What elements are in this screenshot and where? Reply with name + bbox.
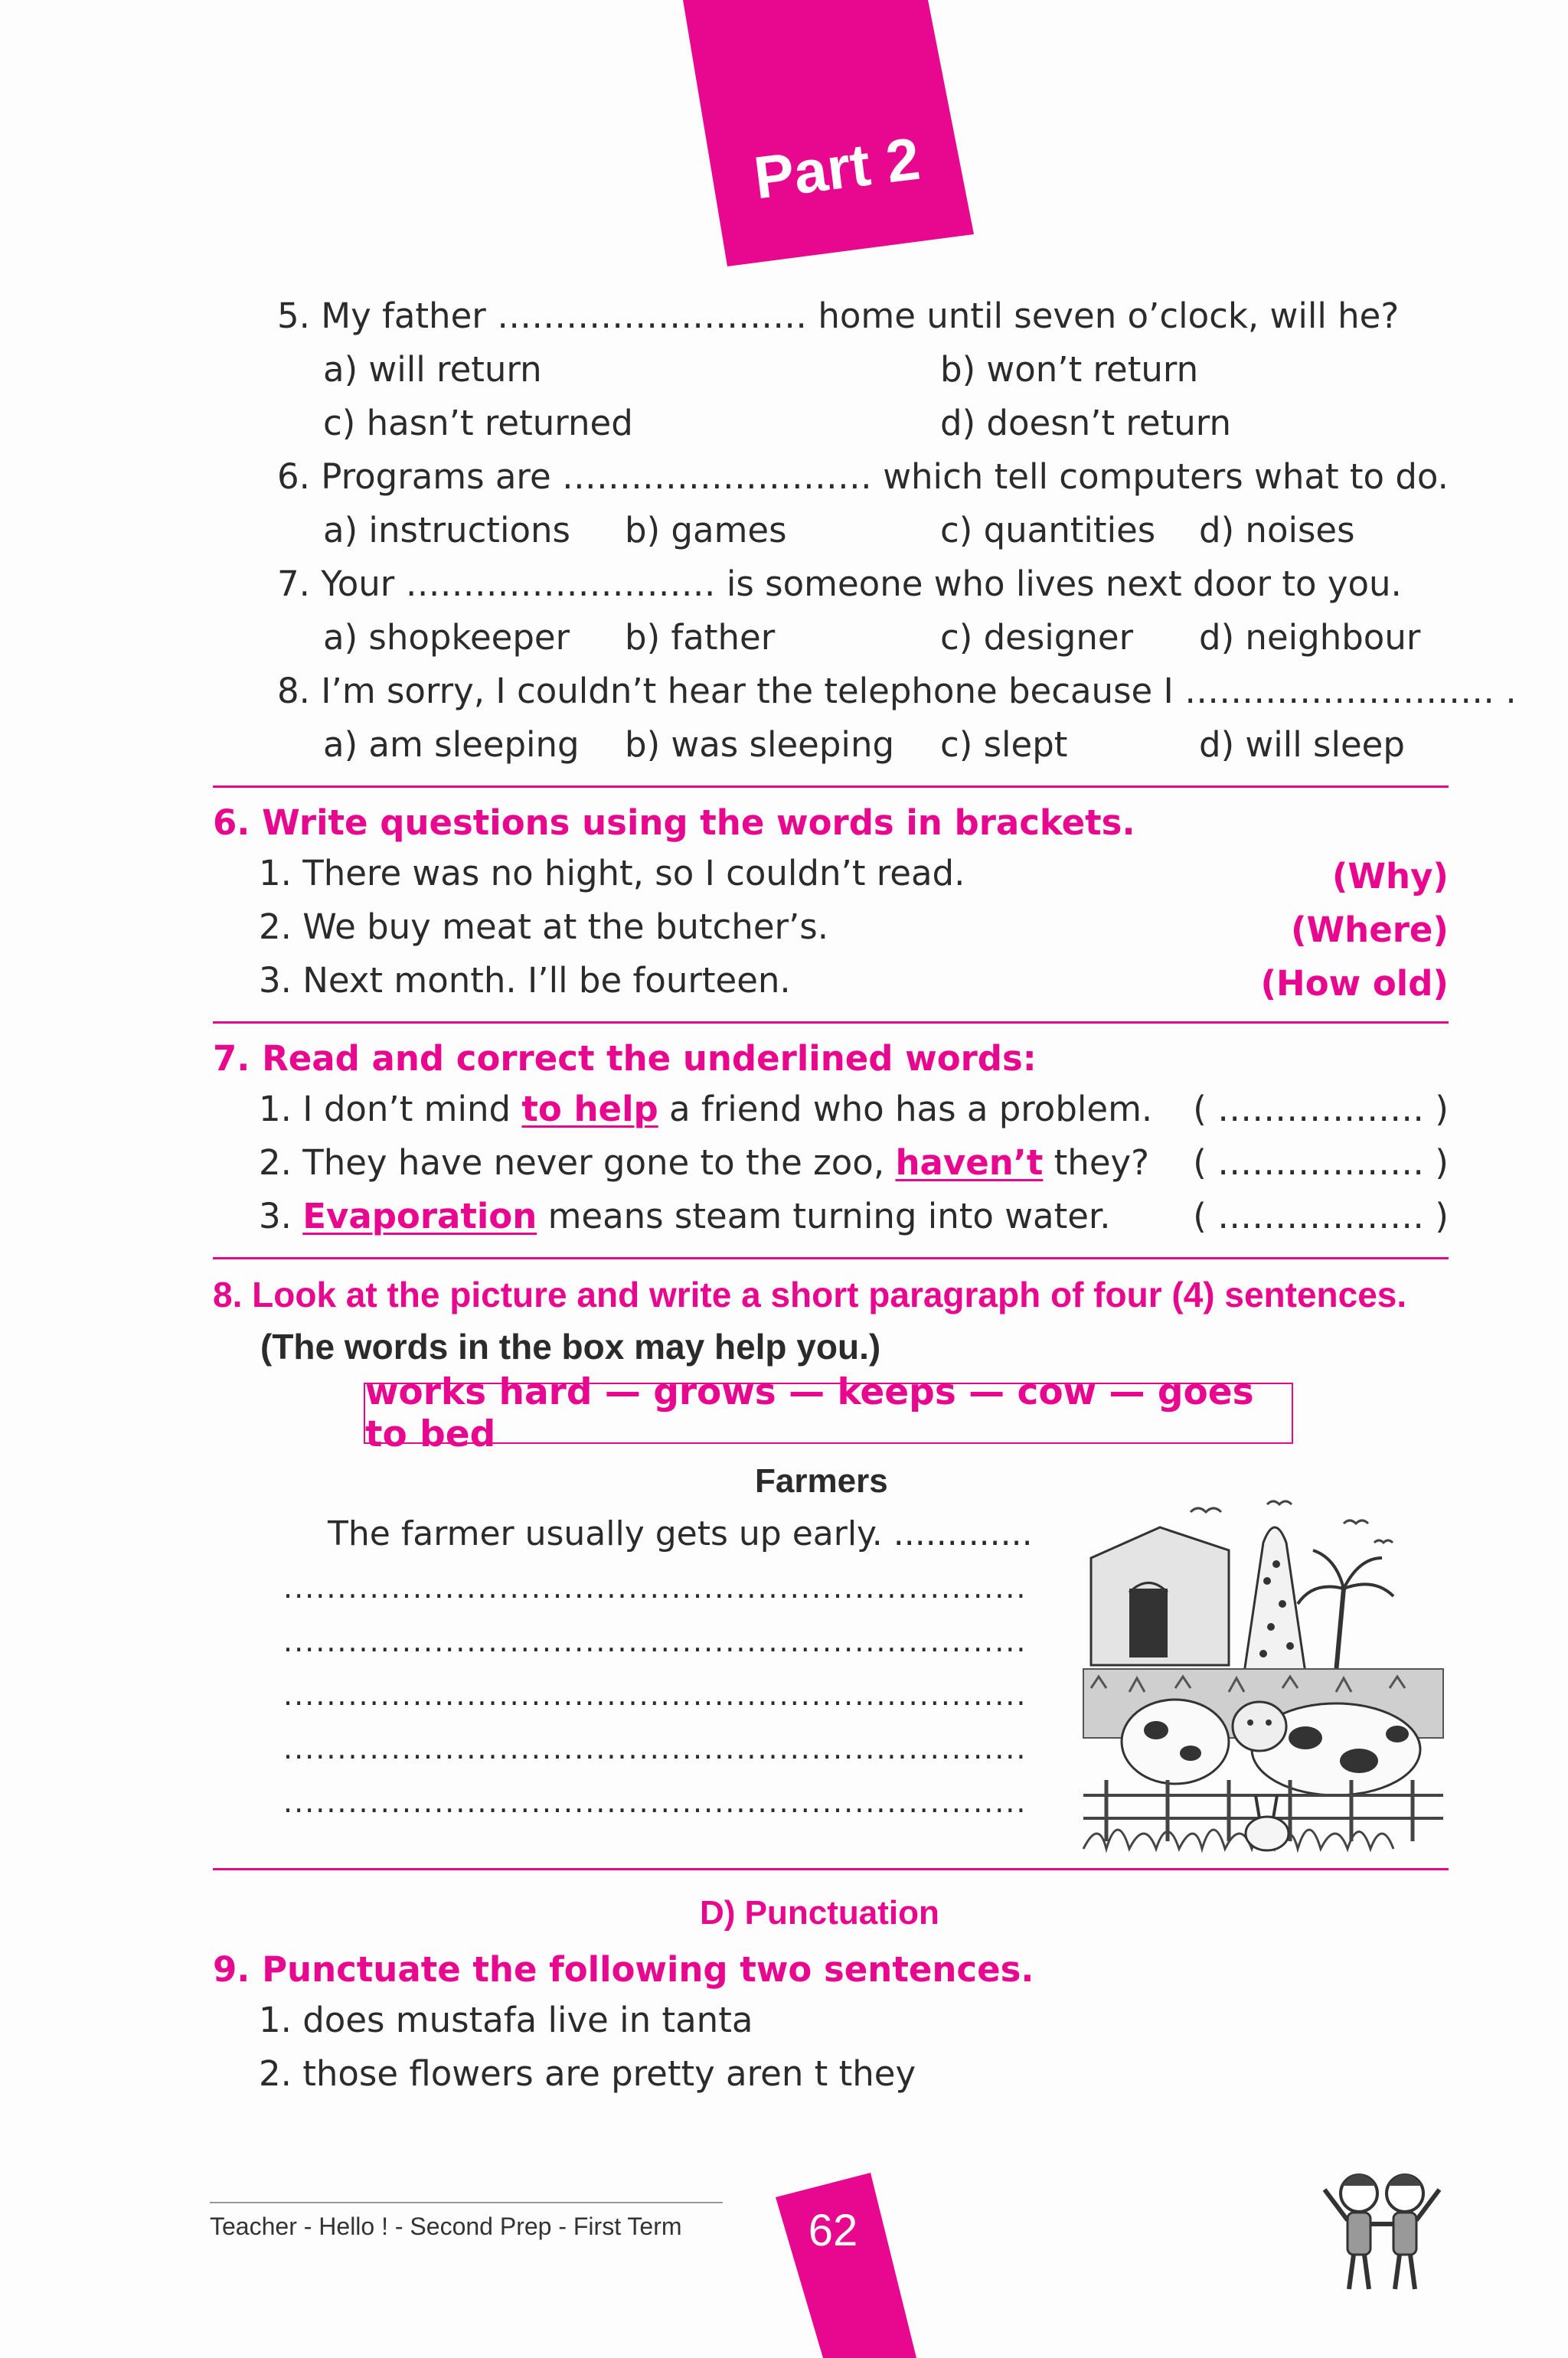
question-5-stem: 5. My father ……………………… home until seven o’clock, will he?: [277, 296, 1400, 336]
answer-blank: ( ……………… ): [1193, 1142, 1449, 1183]
section-7-item: [259, 1196, 1111, 1236]
question-6-option-b: b) games: [625, 510, 787, 550]
question-8-option-d: d) will sleep: [1199, 724, 1405, 765]
section-7-item-pre: 2. They have never gone to the zoo,: [259, 1142, 896, 1183]
question-7-option-c: c) designer: [940, 617, 1134, 658]
question-5-option-a: a) will return: [323, 349, 542, 390]
section-8-heading: 8. Look at the picture and write a short paragraph of four (4) sentences.: [213, 1275, 1407, 1315]
question-5-option-d: d) doesn’t return: [940, 403, 1232, 443]
section-9-item: 1. does mustafa live in tanta: [259, 2000, 753, 2040]
question-8-option-c: c) slept: [940, 724, 1068, 765]
section-6-heading: 6. Write questions using the words in brackets.: [213, 802, 1135, 843]
section-6-item: 1. There was no hight, so I couldn’t read.: [259, 853, 965, 893]
question-8-option-b: b) was sleeping: [625, 724, 895, 765]
writing-line: .....................................................................: [283, 1732, 1027, 1765]
section-d-title: D) Punctuation: [700, 1894, 939, 1932]
section-7-item-post: they?: [1043, 1142, 1150, 1183]
section-6-hint: (Where): [1290, 910, 1449, 950]
question-6-option-c: c) quantities: [940, 510, 1156, 550]
section-9-heading: 9. Punctuate the following two sentences.: [213, 1949, 1034, 1990]
page-number-badge: [769, 2173, 923, 2358]
answer-blank: ( ……………… ): [1193, 1196, 1449, 1236]
question-7-option-d: d) neighbour: [1199, 617, 1421, 658]
question-8-option-a: a) am sleeping: [323, 724, 580, 765]
word-box: works hard — grows — keeps — cow — goes to bed: [364, 1383, 1293, 1444]
underlined-word: to help: [521, 1089, 658, 1129]
writing-line: .....................................................................: [283, 1785, 1027, 1819]
section-6-item: 3. Next month. I’ll be fourteen.: [259, 960, 791, 1001]
divider: [213, 785, 1449, 788]
section-6-item: 2. We buy meat at the butcher’s.: [259, 906, 829, 947]
question-6-option-a: a) instructions: [323, 510, 570, 550]
section-9-item: 2. those flowers are pretty aren t they: [259, 2053, 916, 2094]
section-7-item-pre: 1. I don’t mind: [259, 1089, 522, 1129]
farm-scene-illustration: [1076, 1497, 1451, 1857]
section-7-item-post: means steam turning into water.: [537, 1196, 1111, 1236]
writing-line: .....................................................................: [283, 1571, 1027, 1605]
divider: [213, 1868, 1449, 1870]
section-7-item-post: a friend who has a problem.: [658, 1089, 1153, 1129]
question-7-option-a: a) shopkeeper: [323, 617, 570, 658]
page-number: 62: [808, 2206, 858, 2255]
section-7-item: [259, 1142, 1150, 1183]
answer-blank: ( ……………… ): [1193, 1089, 1449, 1129]
divider: [213, 1021, 1449, 1024]
writing-line: .....................................................................: [283, 1678, 1027, 1712]
section-7-item-pre: 3.: [259, 1196, 303, 1236]
question-7-option-b: b) father: [625, 617, 776, 658]
divider: [213, 1257, 1449, 1259]
underlined-word: haven’t: [895, 1142, 1044, 1183]
part-label: Part 2: [750, 124, 924, 212]
section-6-hint: (Why): [1331, 856, 1449, 896]
footer-book-title: Teacher - Hello ! - Second Prep - First Term: [210, 2213, 682, 2240]
question-7-stem: 7. Your ……………………… is someone who lives next door to you.: [277, 563, 1402, 604]
underlined-word: Evaporation: [302, 1196, 537, 1236]
section-8-subheading: (The words in the box may help you.): [260, 1327, 881, 1367]
question-6-option-d: d) noises: [1199, 510, 1355, 550]
writing-line: .....................................................................: [283, 1625, 1027, 1658]
section-7-heading: 7. Read and correct the underlined words:: [213, 1038, 1037, 1079]
paragraph-first-line: The farmer usually gets up early. .............: [328, 1514, 1033, 1553]
question-5-option-b: b) won’t return: [940, 349, 1199, 390]
question-6-stem: 6. Programs are ……………………… which tell computers what to do.: [277, 456, 1449, 497]
footer-rule: [210, 2202, 723, 2203]
question-8-stem: 8. I’m sorry, I couldn’t hear the telephone because I ……………………… .: [277, 671, 1517, 711]
section-6-hint: (How old): [1260, 963, 1449, 1004]
question-5-option-c: c) hasn’t returned: [323, 403, 633, 443]
section-7-item: [259, 1089, 1153, 1129]
kids-mascot-icon: [1317, 2159, 1447, 2297]
paragraph-title: Farmers: [755, 1462, 888, 1500]
